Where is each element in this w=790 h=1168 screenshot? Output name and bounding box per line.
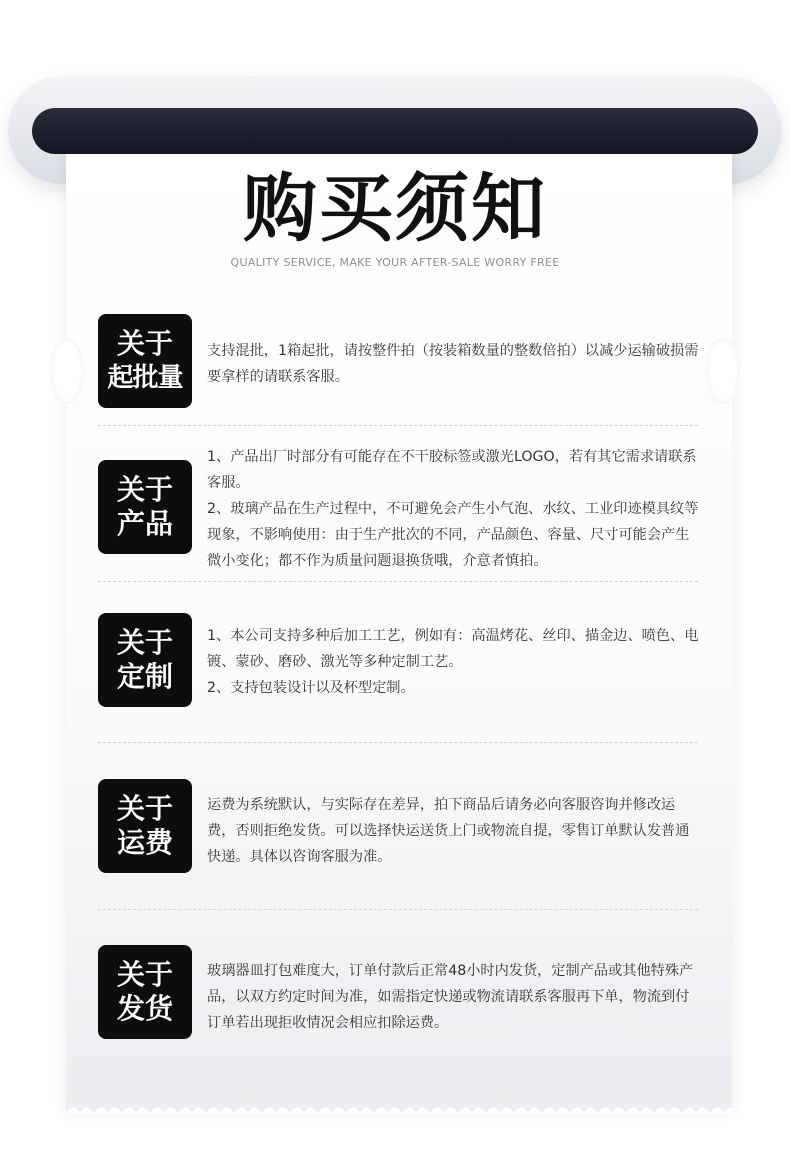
- paper-notch-left: [50, 338, 84, 404]
- section-paragraph: 1、产品出厂时部分有可能存在不干胶标签或激光LOGO，若有其它需求请联系客服。: [207, 449, 697, 491]
- section-paragraph: 2、玻璃产品在生产过程中，不可避免会产生小气泡、水纹、工业印迹模具纹等现象，不影响使用：由于生产批次的不同，产品颜色、容量、尺寸可能会产生微小变化；都不作为质量问题退换货哦，介意者慎拍。: [207, 501, 699, 569]
- section-badge: [98, 613, 192, 707]
- section-divider: [98, 742, 698, 743]
- section-paragraph: 1、本公司支持多种后加工工艺，例如有：高温烤花、丝印、描金边、喷色、电镀、蒙砂、磨砂、激光等多种定制工艺。: [207, 628, 699, 670]
- section-divider: [98, 909, 698, 910]
- section-paragraph: 支持混批，1箱起批，请按整件拍（按装箱数量的整数倍拍）以减少运输破损需要拿样的请联系客服。: [207, 343, 699, 385]
- badge-label-line2: 产品: [116, 507, 173, 540]
- scroll-roller-bar: [32, 108, 758, 154]
- badge-label-line2: 定制: [116, 660, 173, 693]
- badge-label-line2: 运费: [116, 826, 173, 859]
- badge-label-line1: 关于: [116, 626, 173, 659]
- badge-label-line1: 关于: [116, 792, 173, 825]
- paper-notch-right: [706, 338, 740, 404]
- section-divider: [98, 581, 698, 582]
- section-text: [207, 444, 703, 574]
- section-text: [207, 958, 703, 1036]
- section-badge: [98, 779, 192, 873]
- section-badge: [98, 314, 192, 408]
- badge-label-line2: 起批量: [107, 363, 183, 393]
- section-text: [207, 338, 703, 390]
- badge-label-line2: 发货: [116, 992, 173, 1025]
- paper-scalloped-edge: [66, 1100, 732, 1114]
- section-badge: [98, 460, 192, 554]
- section-divider: [98, 425, 698, 426]
- badge-label-line1: 关于: [116, 958, 173, 991]
- section-paragraph: 2、支持包装设计以及杯型定制。: [207, 680, 415, 696]
- page-subtitle: QUALITY SERVICE, MAKE YOUR AFTER-SALE WORRY FREE: [230, 256, 560, 269]
- section-paragraph: 运费为系统默认，与实际存在差异，拍下商品后请务必向客服咨询并修改运费，否则拒绝发货。可以选择快运送货上门或物流自提，零售订单默认发普通快递。具体以咨询客服为准。: [207, 797, 690, 865]
- section-paragraph: 玻璃器皿打包难度大，订单付款后正常48小时内发货，定制产品或其他特殊产品，以双方约定时间为准，如需指定快递或物流请联系客服再下单，物流到付订单若出现拒收情况会相应扣除运费。: [207, 963, 694, 1031]
- badge-label-line1: 关于: [116, 327, 173, 360]
- section-text: [207, 623, 703, 701]
- page-title: 购买须知: [243, 166, 547, 252]
- badge-label-line1: 关于: [116, 473, 173, 506]
- section-text: [207, 792, 703, 870]
- section-badge: [98, 945, 192, 1039]
